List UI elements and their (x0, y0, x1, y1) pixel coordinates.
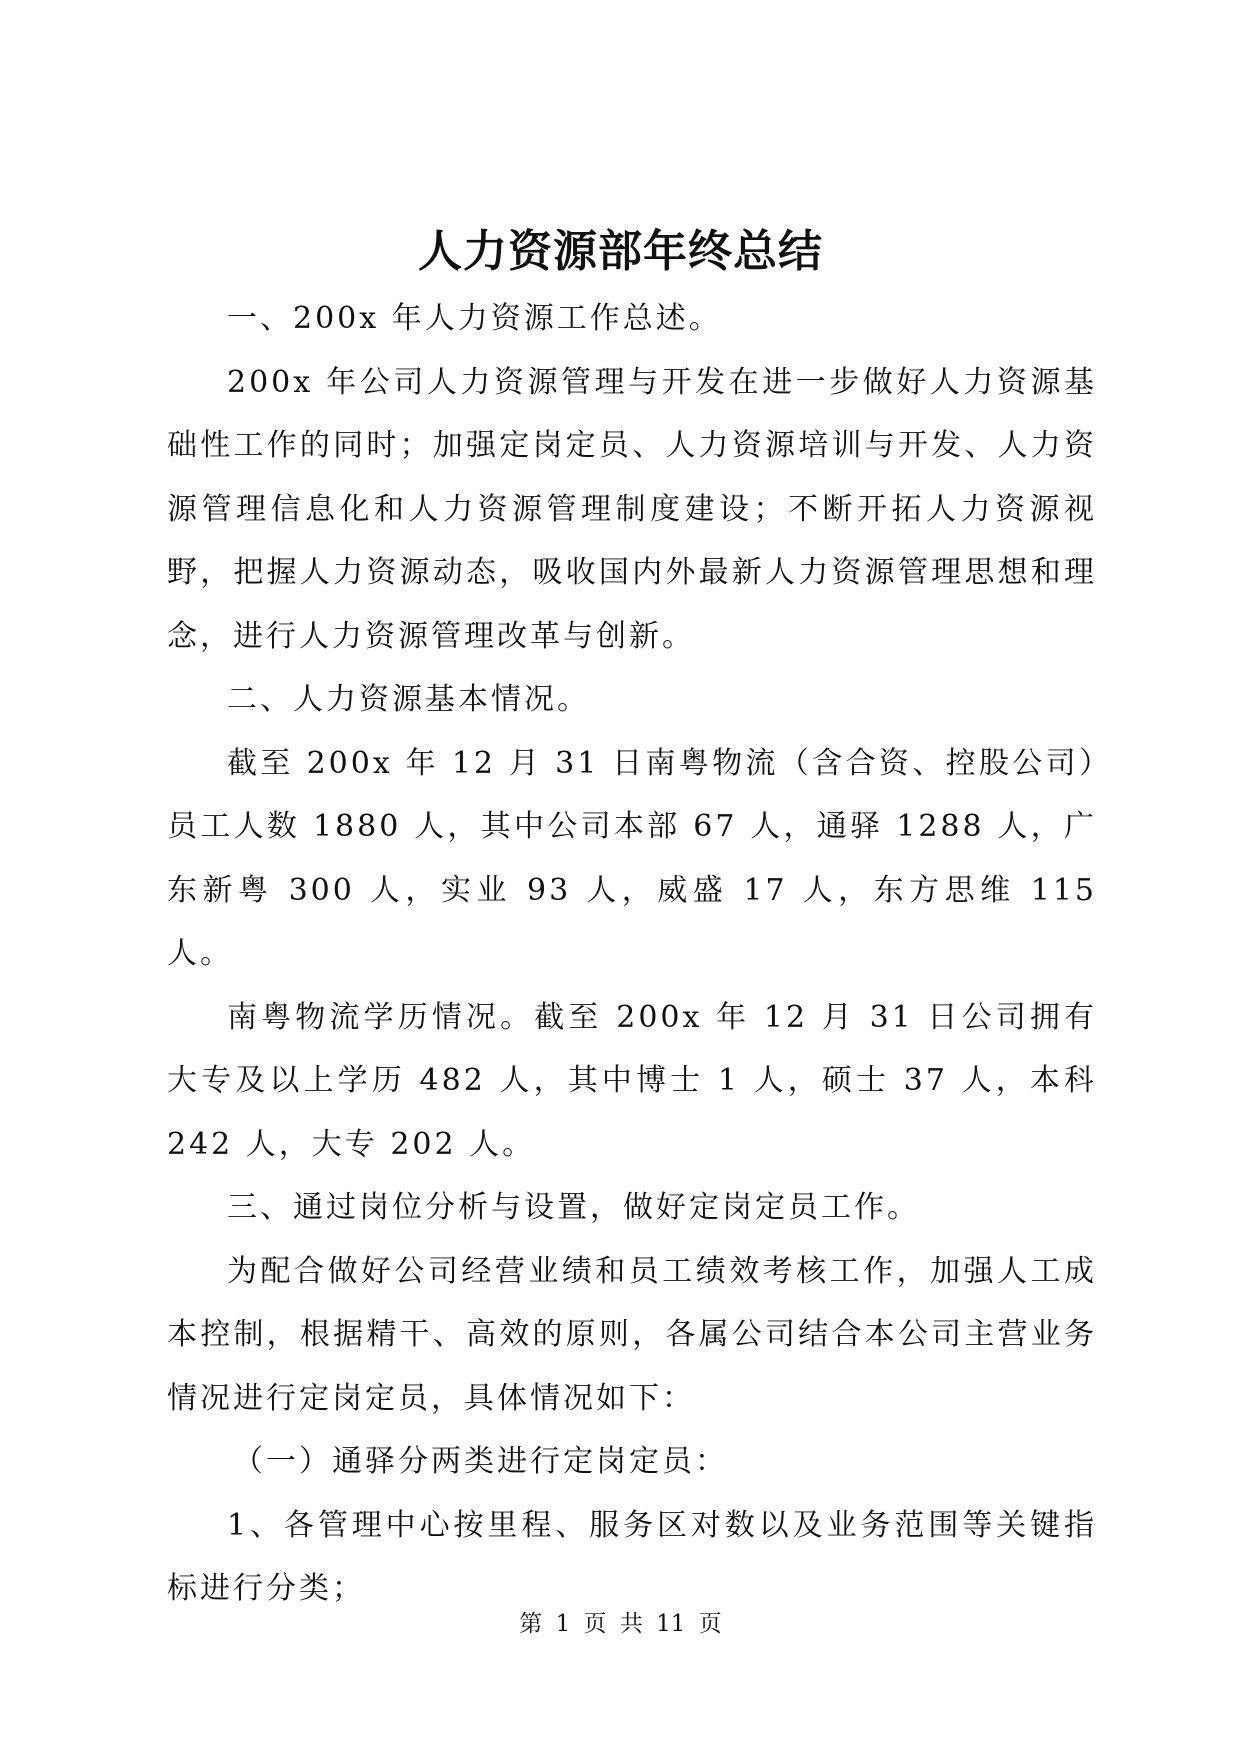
document-title: 人力资源部年终总结 (418, 226, 823, 277)
paragraph-headcount: 截至 200x 年 12 月 31 日南粤物流（含合资、控股公司）员工人数 1880 人，其中公司本部 67 人，通驿 1288 人，广东新粤 300 人，实业 93 人，威盛 17 人，东方思维 115 人。 (167, 745, 1097, 971)
paragraph-staffing: 为配合做好公司经营业绩和员工绩效考核工作，加强人工成本控制，根据精干、高效的原则，各属公司结合本公司主营业务情况进行定岗定员，具体情况如下： (167, 1253, 1097, 1416)
page-footer: 第 1 页 共 11 页 (519, 1611, 722, 1637)
paragraph-overview: 200x 年公司人力资源管理与开发在进一步做好人力资源基础性工作的同时；加强定岗定员、人力资源培训与开发、人力资源管理信息化和人力资源管理制度建设；不断开拓人力资源视野，把握人力资源动态，吸收国内外最新人力资源管理思想和理念，进行人力资源管理改革与创新。 (167, 364, 1097, 654)
paragraph-education: 南粤物流学历情况。截至 200x 年 12 月 31 日公司拥有大专及以上学历 482 人，其中博士 1 人，硕士 37 人，本科 242 人，大专 202 人。 (167, 999, 1097, 1162)
document-body (167, 287, 1097, 1621)
subsection-heading-1: （一）通驿分两类进行定岗定员： (233, 1444, 728, 1479)
list-item-1: 1、各管理中心按里程、服务区对数以及业务范围等关键指标进行分类； (167, 1507, 1097, 1606)
section-heading-1: 一、200x 年人力资源工作总述。 (227, 301, 722, 336)
section-heading-2: 二、人力资源基本情况。 (227, 682, 590, 717)
section-heading-3: 三、通过岗位分析与设置，做好定岗定员工作。 (227, 1190, 920, 1225)
